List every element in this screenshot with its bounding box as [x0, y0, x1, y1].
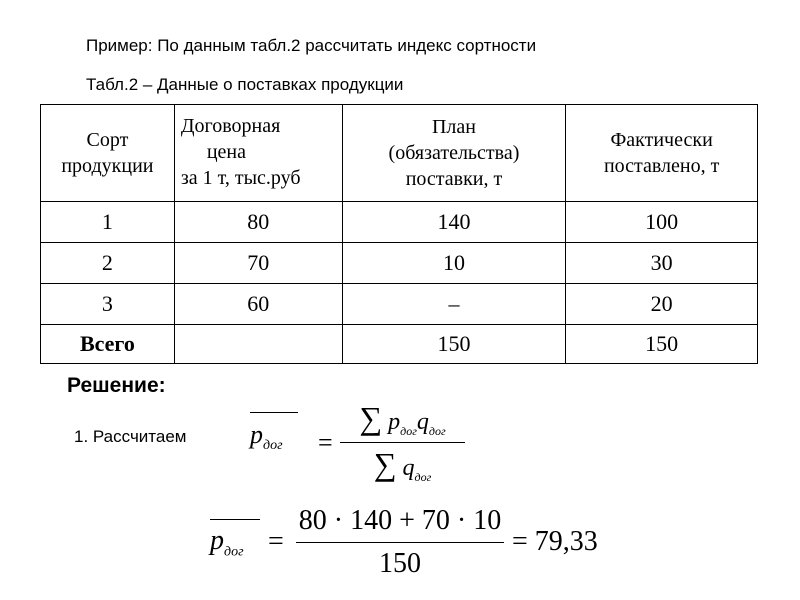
num-p: p — [388, 409, 401, 435]
total-plan: 150 — [342, 325, 566, 364]
den-q-sub: дог — [414, 469, 432, 484]
formula2-sub: дог — [224, 544, 244, 560]
header-price — [174, 105, 342, 202]
den-q: q — [402, 454, 415, 481]
formula1-equals: = — [318, 428, 333, 457]
formula2-equals: = — [268, 526, 284, 557]
header-sort — [41, 105, 175, 202]
header-plan — [342, 105, 566, 202]
table-header-row — [41, 105, 758, 202]
cell-price: 80 — [174, 202, 342, 243]
cell-price: 70 — [174, 243, 342, 284]
header-fact-line1: Фактически — [610, 129, 713, 151]
formula2-fraction-line — [296, 542, 504, 543]
table-total-row — [41, 325, 758, 364]
cell-sort: 3 — [41, 284, 175, 325]
example-task-text: Пример: По данным табл.2 рассчитать индекс сортности — [86, 36, 537, 55]
formula2-fraction — [296, 505, 504, 580]
solution-heading: Решение: — [67, 374, 166, 397]
header-sort-line2: продукции — [61, 155, 154, 177]
deliveries-table — [40, 104, 758, 364]
formula1-numerator — [340, 400, 465, 439]
formula1-overline — [250, 412, 298, 413]
step1-text: 1. Рассчитаем — [74, 427, 187, 446]
cell-fact: 30 — [566, 243, 758, 284]
header-sort-line1: Сорт — [86, 129, 129, 151]
header-plan-line3: поставки, т — [405, 168, 503, 190]
total-fact: 150 — [566, 325, 758, 364]
total-price — [174, 325, 342, 364]
num-q-sub: дог — [428, 423, 446, 438]
cell-price: 60 — [174, 284, 342, 325]
formula1-lhs — [250, 420, 283, 454]
table-row — [41, 243, 758, 284]
cell-plan: 140 — [342, 202, 566, 243]
formula2-numerator: 80 · 140 + 70 · 10 — [298, 505, 502, 536]
header-price-line2: цена — [206, 141, 247, 163]
total-label: Всего — [41, 325, 175, 364]
sum-symbol: ∑ — [373, 445, 397, 482]
formula2-var: p — [210, 525, 224, 556]
formula2-overline — [210, 519, 260, 520]
sum-symbol: ∑ — [359, 400, 383, 436]
cell-fact: 20 — [566, 284, 758, 325]
formula2-result: = 79,33 — [512, 526, 598, 557]
header-fact — [566, 105, 758, 202]
cell-plan: 10 — [342, 243, 566, 284]
num-p-sub: дог — [400, 423, 417, 438]
header-fact-line2: поставлено, т — [603, 155, 720, 177]
header-plan-line1: План — [431, 116, 476, 138]
table-row — [41, 284, 758, 325]
cell-sort: 1 — [41, 202, 175, 243]
formula2-lhs — [210, 525, 244, 561]
header-price-line1: Договорная — [180, 115, 281, 137]
table-caption: Табл.2 – Данные о поставках продукции — [86, 75, 404, 94]
cell-plan: – — [342, 284, 566, 325]
num-q: q — [416, 409, 429, 435]
formula1-fraction — [340, 400, 465, 485]
formula2-denominator: 150 — [379, 548, 421, 579]
cell-sort: 2 — [41, 243, 175, 284]
formula1-denominator — [340, 446, 465, 485]
cell-fact: 100 — [566, 202, 758, 243]
table-row — [41, 202, 758, 243]
header-price-line3: за 1 т, тыс.руб — [180, 167, 301, 189]
formula1-var: p — [250, 420, 263, 449]
header-plan-line2: (обязательства) — [388, 142, 520, 164]
formula1-fraction-line — [340, 442, 465, 443]
formula1-sub: дог — [263, 438, 283, 454]
